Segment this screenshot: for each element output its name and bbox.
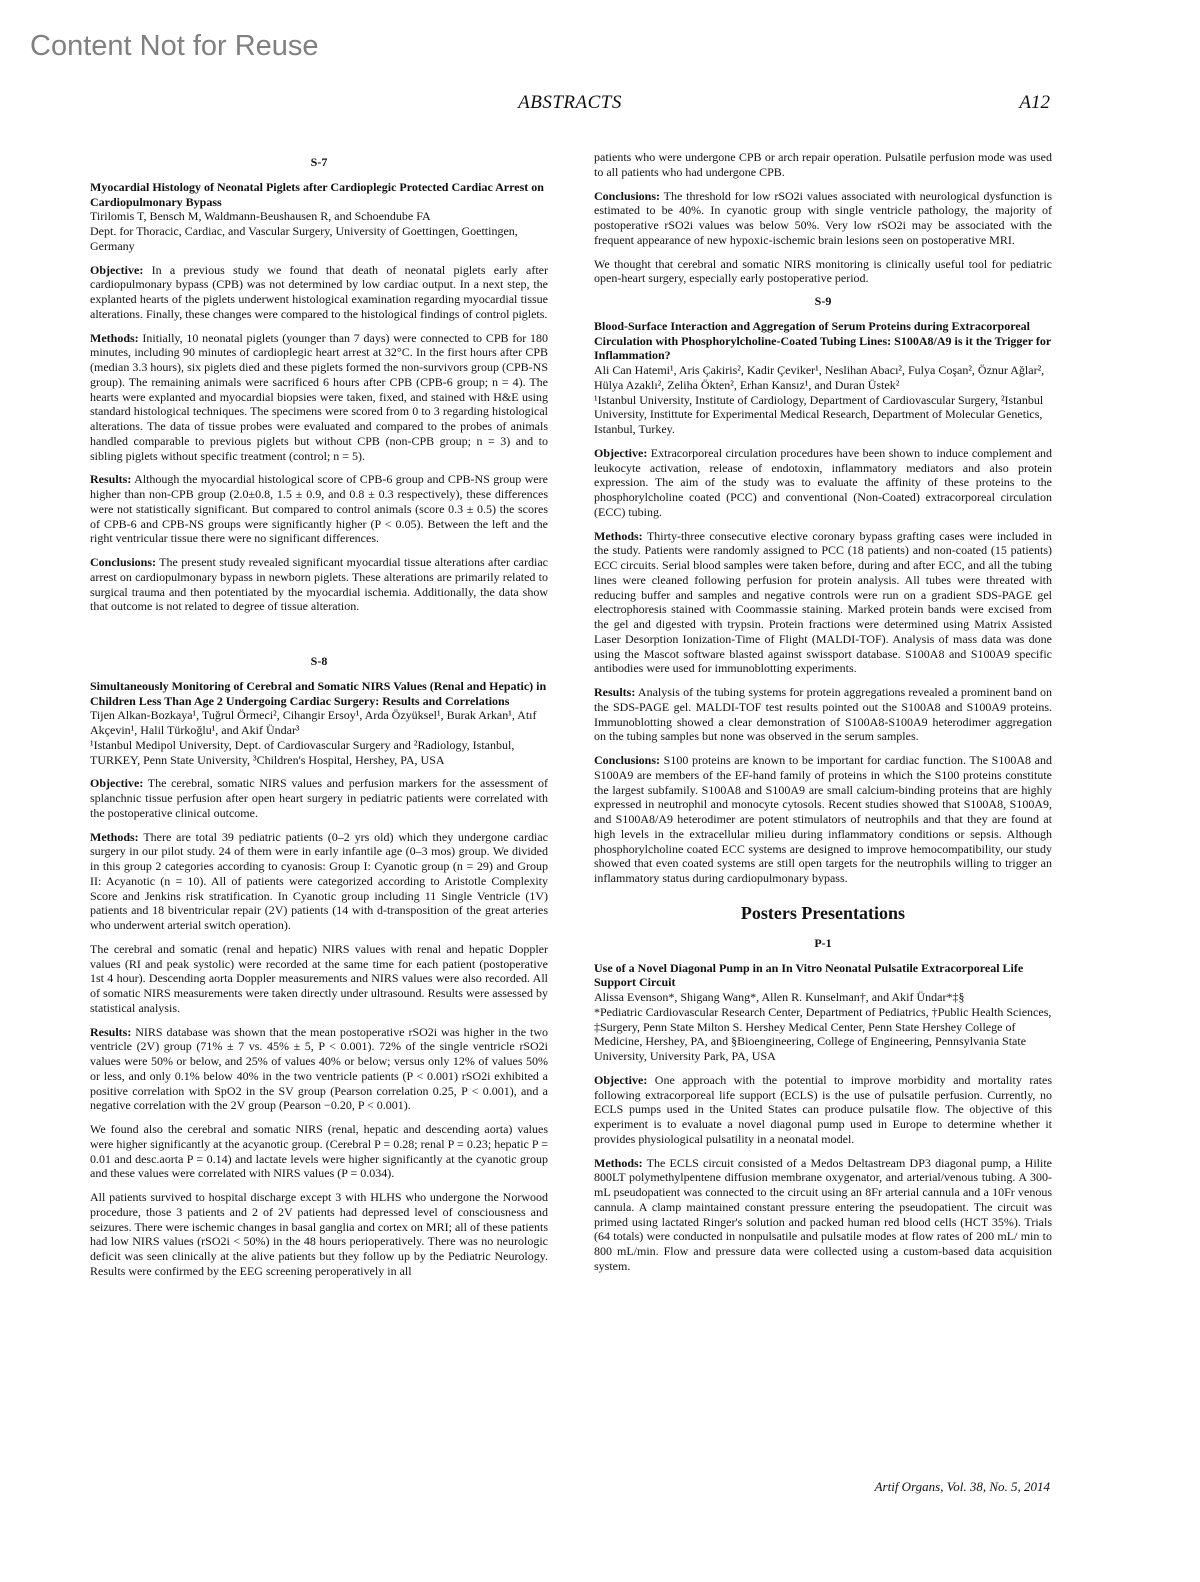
- journal-footer: Artif Organs, Vol. 38, No. 5, 2014: [874, 1479, 1050, 1494]
- methods-s8: [90, 830, 548, 933]
- methods-label: Methods:: [90, 829, 139, 844]
- objective-text: Extracorporeal circulation procedures have been shown to induce complement and leukocyte activation, release of endotoxin, inflammatory mediators and also protein expression. The aim of the study was to evaluate the affinity of these proteins to the phosphorylcholine coated (PCC) and conventional (Non-Coated) extracorporeal circulation (ECC) tubing.: [594, 445, 1052, 519]
- abstract-title-s8: Simultaneously Monitoring of Cerebral and Somatic NIRS Values (Renal and Hepatic) in Children Less Than Age 2 Undergoing Cardiac Surgery: Results and Correlations: [90, 678, 547, 708]
- paragraph-s8-4: All patients survived to hospital discharge except 3 with HLHS who undergone the Norwood procedure, those 3 patients and 2 of 2V patients had depressed level of consciousness and seizures. There were ischemic changes in basal ganglia and cortex on MRI; all of these patients had low NIRS values (rSO2i < 50%) in the 48 hours perioperatively. There was no neurologic deficit was seen clinically at the alive patients but they follow up by the Pediatric Neurology. Results were confirmed by the EEG screening peroperatively in all: [90, 1190, 548, 1278]
- results-s9: [594, 685, 1052, 744]
- methods-text: There are total 39 pediatric patients (0–2 yrs old) which they undergone cardiac surgery in our pilot study. 24 of them were in early infantile age (0–3 mos) group. We divided in this group 2 categories according to cyanosis: Group I: Cyanotic group (n = 29) and Group II: Acyanotic (n = 10). All of patients were categorized according to Aristotle Complexity Score and Jenkins risk stratification. In Cyanotic group including 11 Single Ventricle (1V) patients and 18 biventricular repair (2V) patients (14 with d-transposition of the great arteries who underwent arterial switch operation).: [90, 829, 548, 932]
- conclusions-s9: [594, 753, 1052, 886]
- objective-text: The cerebral, somatic NIRS values and perfusion markers for the assessment of splanchnic tissue perfusion after open heart surgery in pediatric patients were correlated with the postoperative clinical outcome.: [90, 776, 548, 820]
- methods-p1: [594, 1156, 1052, 1274]
- conclusions-text: S100 proteins are known to be important for cardiac function. The S100A8 and S100A9 are members of the EF-hand family of proteins in which the S100 proteins constitute the largest subfamily. S100A8 and S100A9 are small calcium-binding proteins that are highly expressed in neutrophil and monocyte cytosols. Recent studies showed that S100A8, S100A9, and S100A8/A9 heterodimer are potent stimulators of neutrophils and that they are found at high levels in the extracellular milieu during inflammatory conditions or sepsis. Although phosphorylcholine coated ECC systems are designed to improve hemocompatibility, our study showed that even coated systems are still open targets for the neutrophils willing to trigger an inflammatory status during cardiopulmonary bypass.: [594, 753, 1052, 885]
- spacer: [594, 286, 1052, 294]
- abstract-id-s8: S-8: [310, 654, 328, 668]
- objective-s8: [90, 776, 548, 820]
- results-label: Results:: [90, 472, 132, 487]
- paragraph-s8-4-continued: patients who were undergone CPB or arch repair operation. Pulsatile perfusion mode was used to all patients who had undergone CPB.: [594, 150, 1052, 179]
- objective-label: Objective:: [90, 262, 144, 277]
- conclusions-text: The threshold for low rSO2i values associated with neurological dysfunction is estimated to be 40%. In cyanotic group with single ventricle pathology, the majority of postoperative rSO2i values was below 50%. Very low rSO2i may be associated with the frequent appearance of new hypoxic-ischemic brain lesions seen on postoperative MRI.: [594, 188, 1052, 247]
- methods-s7: [90, 331, 548, 464]
- methods-s9: [594, 529, 1052, 677]
- conclusions-label: Conclusions:: [90, 555, 157, 569]
- abstract-title-s7: Myocardial Histology of Neonatal Piglets after Cardioplegic Protected Cardiac Arrest on Cardiopulmonary Bypass: [90, 179, 544, 209]
- conclusions-s8: [594, 189, 1052, 248]
- right-column: [594, 150, 1052, 1274]
- authors-s9: Ali Can Hatemi¹, Aris Çakiris², Kadir Çeviker¹, Neslihan Abacı², Fulya Coşan², Öznur Ağlar², Hülya Azaklı², Zeliha Ökten², Erhan Kansız¹, and Duran Üstek²: [594, 363, 1045, 392]
- results-label: Results:: [90, 1024, 132, 1039]
- abstract-id-s9: S-9: [814, 294, 832, 308]
- objective-label: Objective:: [90, 776, 144, 791]
- objective-text: In a previous study we found that death of neonatal piglets early after cardiopulmonary bypass (CPB) was not determined by low cardiac output. In a next step, the explanted hearts of the piglets underwent histological examination regarding myocardial tissue alterations. Finally, these changes were compared to the histological findings of control piglets.: [90, 262, 548, 321]
- methods-text: The ECLS circuit consisted of a Medos Deltastream DP3 diagonal pump, a Hilite 800LT polymethylpentene diffusion membrane oxygenator, and arterial/venous tubing. A 300-mL pseudopatient was connected to the circuit using an 8Fr arterial cannula and a 10Fr venous cannula. A clamp maintained constant pressure entering the pseudopatient. The circuit was primed using lactated Ringer's solution and packed human red blood cells (HCT 35%). Trials (64 totals) were conducted in nonpulsatile and pulsatile modes at flow rates of 200 mL/ min to 800 mL/min. Flow and pressure data were collected using a custom-based data acquisition system.: [594, 1155, 1052, 1273]
- abstract-title-s9: Blood-Surface Interaction and Aggregation of Serum Proteins during Extracorporeal Circulation with Phosphorylcholine-Coated Tubing Lines: S100A8/A9 is it the Trigger for Inflammation?: [594, 318, 1051, 363]
- affiliation-s7: Dept. for Thoracic, Cardiac, and Vascular Surgery, University of Goettingen, Goettingen, Germany: [90, 224, 518, 253]
- authors-s8: Tijen Alkan-Bozkaya¹, Tuğrul Örmeci², Cihangir Ersoy¹, Arda Özyüksel¹, Burak Arkan¹, Atıf Akçevin¹, Halil Türkoğlu¹, and Akif Ündar³: [90, 708, 537, 737]
- objective-p1: [594, 1073, 1052, 1147]
- conclusions-s7: [90, 555, 548, 614]
- results-label: Results:: [594, 685, 636, 699]
- spacer: [90, 614, 548, 634]
- abstract-id-s7: S-7: [310, 155, 328, 169]
- abstract-title-p1: Use of a Novel Diagonal Pump in an In Vitro Neonatal Pulsatile Extracorporeal Life Support Circuit: [594, 960, 1024, 990]
- objective-label: Objective:: [594, 445, 648, 460]
- watermark: Content Not for Reuse: [30, 30, 319, 62]
- running-title: ABSTRACTS: [518, 92, 622, 113]
- authors-s7: Tirilomis T, Bensch M, Waldmann-Beushausen R, and Schoendube FA: [90, 209, 431, 224]
- results-text: Although the myocardial histological score of CPB-6 group and CPB-NS group were higher than non-CPB group (2.0±0.8, 1.5 ± 0.9, and 0.8 ± 0.3 respectively), these differences were not statistically significant. But compared to control animals (score 0.3 ± 0.5) the scores of CPB-6 and CPB-NS groups were significantly higher (P < 0.05). Between the left and the right ventricular tissue there were no significant differences.: [90, 472, 548, 546]
- objective-label: Objective:: [594, 1072, 648, 1087]
- paragraph-s8-3: We found also the cerebral and somatic NIRS (renal, hepatic and descending aorta) values were higher significantly at the acyanotic group. (Cerebral P = 0.28; renal P = 0.23; hepatic P = 0.01 and desc.aorta P = 0.14) and lactate levels were higher significantly at the cyanotic group and these values were correlated with NIRS values (P = 0.034).: [90, 1122, 548, 1181]
- methods-text: Initially, 10 neonatal piglets (younger than 7 days) were connected to CPB for 180 minutes, including 90 minutes of cardioplegic heart arrest at 32°C. In the first hours after CPB (median 3.3 hours), six piglets died and these piglets formed the non-survivors group (CPB-NS group). The remaining animals were sacrificed 6 hours after CPB (CPB-6 group; n = 4). The hearts were explanted and myocardial biopsies were taken, fixed, and stained with H&E using standard histological techniques. The specimens were scored from 0 to 3 regarding histological alterations. The data of tissue probes were evaluated and compared to the probes of animals handled comparable to previous piglets but without CPB (non-CPB group; n = 3) and to sibling piglets without specific treatment (control; n = 5).: [90, 330, 548, 463]
- results-s8: [90, 1025, 548, 1114]
- spacer: [90, 634, 548, 654]
- affiliation-s9: ¹Istanbul University, Institute of Cardiology, Department of Cardiovascular Surgery, ²Istanbul University, Instittute for Experimental Medical Research, Department of Molecular Genetics, Istanbul, Turkey.: [594, 392, 1044, 436]
- paragraph-s8-2: The cerebral and somatic (renal and hepatic) NIRS values with renal and hepatic Doppler values (RI and peak systolic) were recorded at the same time for each patient (postoperative 1st 4 hour). Descending aorta Doppler measurements and NIRS values were also recorded. All of somatic NIRS measurements were taken directly under ultrasound. Results were assessed by statistical analysis.: [90, 941, 548, 1015]
- methods-text: Thirty-three consecutive elective coronary bypass grafting cases were included in the study. Patients were randomly assigned to PCC (18 patients) and non-coated (15 patients) ECC circuits. Serial blood samples were taken before, during and after ECC, and all the tubing lines were cleaned following perfusion for protein analysis. All tubes were threated with reducing buffer and samples and negative controls were run on a gradient SDS-PAGE gel electrophoresis stained with Coommassie staining. Marked protein bands were excised from the gel and digested with trypsin. Protein fractions were determined using Matrix Assisted Laser Desorption Ionization-Time of Flight (MALDI-TOF). Analysis of mass data was done using the Mascot software blasted against swissport database. S100A8 and S100A9 specific antibodies were used for immunoblotting experiments.: [594, 528, 1052, 676]
- conclusions-label: Conclusions:: [594, 753, 661, 767]
- results-text: Analysis of the tubing systems for protein aggregations revealed a prominent band on the SDS-PAGE gel. MALDI-TOF test results pointed out the S100A8 and S100A9 proteins. Immunoblotting showed a clear demonstration of S100A8-S100A9 heterodimer aggregation on the tubing samples but none was observed in the serum samples.: [594, 685, 1052, 744]
- methods-label: Methods:: [594, 1155, 643, 1170]
- objective-s7: [90, 263, 548, 322]
- affiliation-s8: ¹Istanbul Medipol University, Dept. of Cardiovascular Surgery and ²Radiology, Istanbul, TURKEY, Penn State University, ³Children's Hospital, Hershey, PA, USA: [90, 737, 515, 767]
- objective-text: One approach with the potential to improve morbidity and mortality rates following extracorporeal life support (ECLS) is the use of pulsatile perfusion. Currently, no ECLS pumps used in the United States can produce pulsatile flow. The objective of this experiment is to evaluate a novel diagonal pump used in Europe to determine whether it provides physiological pulsatility in a neonatal model.: [594, 1072, 1052, 1146]
- objective-s9: [594, 446, 1052, 520]
- conclusions-text: The present study revealed significant myocardial tissue alterations after cardiac arrest on cardiopulmonary bypass in newborn piglets. These alterations are primarily related to surgical trauma and then potentiated by the myocardial ischemia. Additionally, the data show that outcome is not related to degree of tissue alteration.: [90, 555, 548, 614]
- paragraph-s8-5: We thought that cerebral and somatic NIRS monitoring is clinically useful tool for pediatric open-heart surgery, especially early postoperative period.: [594, 256, 1052, 286]
- authors-p1: Alissa Evenson*, Shigang Wang*, Allen R. Kunselman†, and Akif Ündar*‡§: [594, 990, 965, 1005]
- conclusions-label: Conclusions:: [594, 188, 661, 203]
- results-text: NIRS database was shown that the mean postoperative rSO2i was higher in the two ventricle (2V) group (71% ± 7 vs. 45% ± 5, P < 0.001). 72% of the single ventricle rSO2i values were 50% or below, and 25% of values 40% or below; versus only 12% of values 50% or less, and only 0.1% below 40% in the two ventricle patients (P < 0.001) rSO2i exhibited a positive correlation with SpO2 in the SV group (Pearson correlation 0.25, P < 0.001), and a negative correlation with the 2V group (Pearson −0.20, P < 0.001).: [90, 1024, 548, 1113]
- page-number: A12: [1019, 92, 1050, 113]
- methods-label: Methods:: [594, 528, 643, 543]
- methods-label: Methods:: [90, 330, 139, 345]
- affiliation-p1: *Pediatric Cardiovascular Research Center, Department of Pediatrics, †Public Health Sciences, ‡Surgery, Penn State Milton S. Hershey Medical Center, Penn State Hershey College of Medicine, Hershey, PA, and §Bioengineering, College of Engineering, Pennsylvania State University, University Park, PA, USA: [594, 1004, 1052, 1064]
- abstract-id-p1: P-1: [814, 935, 832, 950]
- left-column: [90, 155, 548, 1279]
- results-s7: [90, 472, 548, 546]
- posters-heading: Posters Presentations: [740, 902, 906, 923]
